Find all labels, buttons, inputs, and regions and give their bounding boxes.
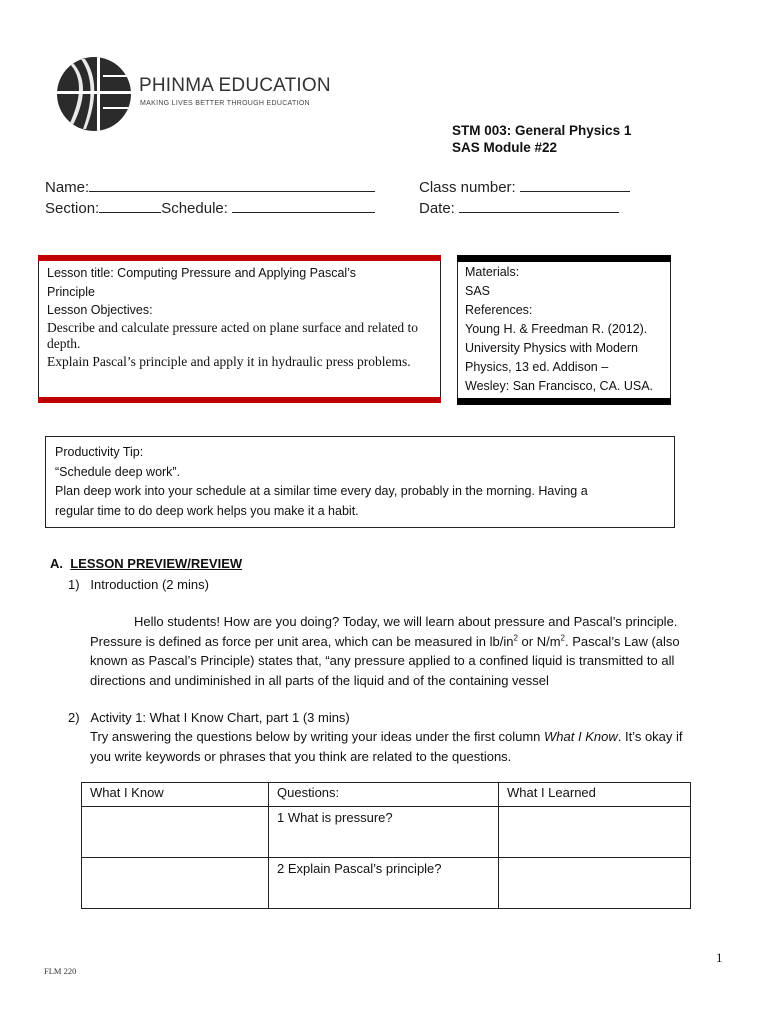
lesson-box-bottom-bar (38, 397, 441, 403)
date-field (419, 198, 619, 217)
item-1-heading (68, 575, 209, 595)
class-number-label: Class number: (419, 179, 516, 196)
activity-line-2: you write keywords or phrases that you think are related to the questions. (90, 748, 512, 764)
course-header (452, 122, 631, 156)
header-what-i-know: What I Know (82, 783, 269, 807)
table-row (82, 807, 691, 858)
references-label: References: (465, 303, 533, 317)
date-label: Date: (419, 200, 455, 217)
what-i-know-emphasis: What I Know (544, 729, 618, 744)
item-1-title: Introduction (2 mins) (90, 577, 209, 592)
intro-line-3: known as Pascal’s Principle) states that, “any pressure applied to a confined liquid is transmitted to all (90, 653, 675, 668)
what-i-know-cell[interactable] (82, 858, 269, 909)
productivity-line-1: Plan deep work into your schedule at a similar time every day, probably in the morning. Having a (55, 484, 588, 498)
question-cell: 1 What is pressure? (269, 807, 499, 858)
header-questions: Questions: (269, 783, 499, 807)
activity-instructions (90, 727, 730, 766)
item-2-title: Activity 1: What I Know Chart, part 1 (3 mins) (90, 710, 350, 725)
section-schedule-field (45, 198, 375, 217)
module-number: SAS Module #22 (452, 140, 558, 155)
item-2-heading (68, 708, 350, 728)
logo-name: PHINMA EDUCATION (139, 75, 331, 96)
superscript-2: 2 (560, 633, 565, 643)
reference-line: Wesley: San Francisco, CA. USA. (465, 379, 654, 393)
lesson-box-top-bar (38, 255, 441, 261)
class-number-blank[interactable] (520, 177, 630, 192)
reference-line: University Physics with Modern (465, 341, 638, 355)
class-number-field (419, 177, 630, 196)
materials-label: Materials: (465, 265, 520, 279)
introduction-paragraph (90, 612, 730, 690)
reference-line: Young H. & Freedman R. (2012). (465, 322, 648, 336)
phinma-globe-icon (55, 55, 133, 133)
lesson-objectives-label: Lesson Objectives: (47, 303, 153, 317)
table-header-row (82, 783, 691, 807)
productivity-tip-box (45, 436, 675, 528)
table-row (82, 858, 691, 909)
reference-line: Physics, 13 ed. Addison – (465, 360, 609, 374)
section-label: Section: (45, 200, 100, 217)
superscript-2: 2 (513, 633, 518, 643)
section-a-heading (50, 556, 242, 571)
activity-line-1: Try answering the questions below by writing your ideas under the first column What I Know. It’s okay if (90, 729, 683, 744)
schedule-label: Schedule: (161, 200, 228, 217)
section-blank[interactable] (99, 198, 161, 213)
what-i-know-chart (81, 782, 691, 909)
name-label: Name: (45, 179, 90, 196)
item-1-number: 1) (68, 577, 80, 592)
name-field (45, 177, 375, 196)
intro-line-2: Pressure is defined as force per unit area, which can be measured in $lb/in^2$ or $N/m^2$. Pascal’s Law (also (90, 633, 680, 649)
productivity-quote: “Schedule deep work”. (55, 464, 181, 479)
footer-code: FLM 220 (44, 966, 77, 976)
lesson-title: Lesson title: Computing Pressure and Applying Pascal’s (47, 266, 356, 280)
lesson-objective-1: Describe and calculate pressure acted on plane surface and related to depth. (47, 319, 419, 351)
lesson-box (38, 255, 441, 403)
lesson-objective-2: Explain Pascal’s principle and apply it in hydraulic press problems. (47, 353, 411, 369)
name-blank[interactable] (89, 177, 375, 192)
intro-line-1: Hello students! How are you doing? Today, we will learn about pressure and Pascal’s principle. (134, 614, 678, 629)
section-a-letter: A. (50, 556, 63, 571)
logo-tagline: MAKING LIVES BETTER THROUGH EDUCATION (140, 100, 310, 107)
lesson-title-cont: Principle (47, 284, 95, 299)
page-number: 1 (716, 950, 723, 965)
productivity-label: Productivity Tip: (55, 445, 144, 459)
intro-line-4: directions and undiminished in all parts of the liquid and of the containing vessel (90, 672, 549, 688)
materials-box-bottom-bar (457, 398, 671, 405)
section-a-title: LESSON PREVIEW/REVIEW (70, 556, 243, 571)
header-what-i-learned: What I Learned (499, 783, 691, 807)
productivity-line-2: regular time to do deep work helps you make it a habit. (55, 503, 359, 518)
date-blank[interactable] (459, 198, 619, 213)
what-i-learned-cell[interactable] (499, 807, 691, 858)
phinma-logo (55, 55, 331, 135)
schedule-blank[interactable] (232, 198, 375, 213)
course-code: STM 003: General Physics 1 (452, 123, 632, 138)
item-2-number: 2) (68, 710, 80, 725)
what-i-know-cell[interactable] (82, 807, 269, 858)
materials-box-top-bar (457, 255, 671, 262)
question-cell: 2 Explain Pascal’s principle? (269, 858, 499, 909)
materials-value: SAS (465, 284, 491, 298)
what-i-learned-cell[interactable] (499, 858, 691, 909)
materials-box (457, 255, 671, 405)
